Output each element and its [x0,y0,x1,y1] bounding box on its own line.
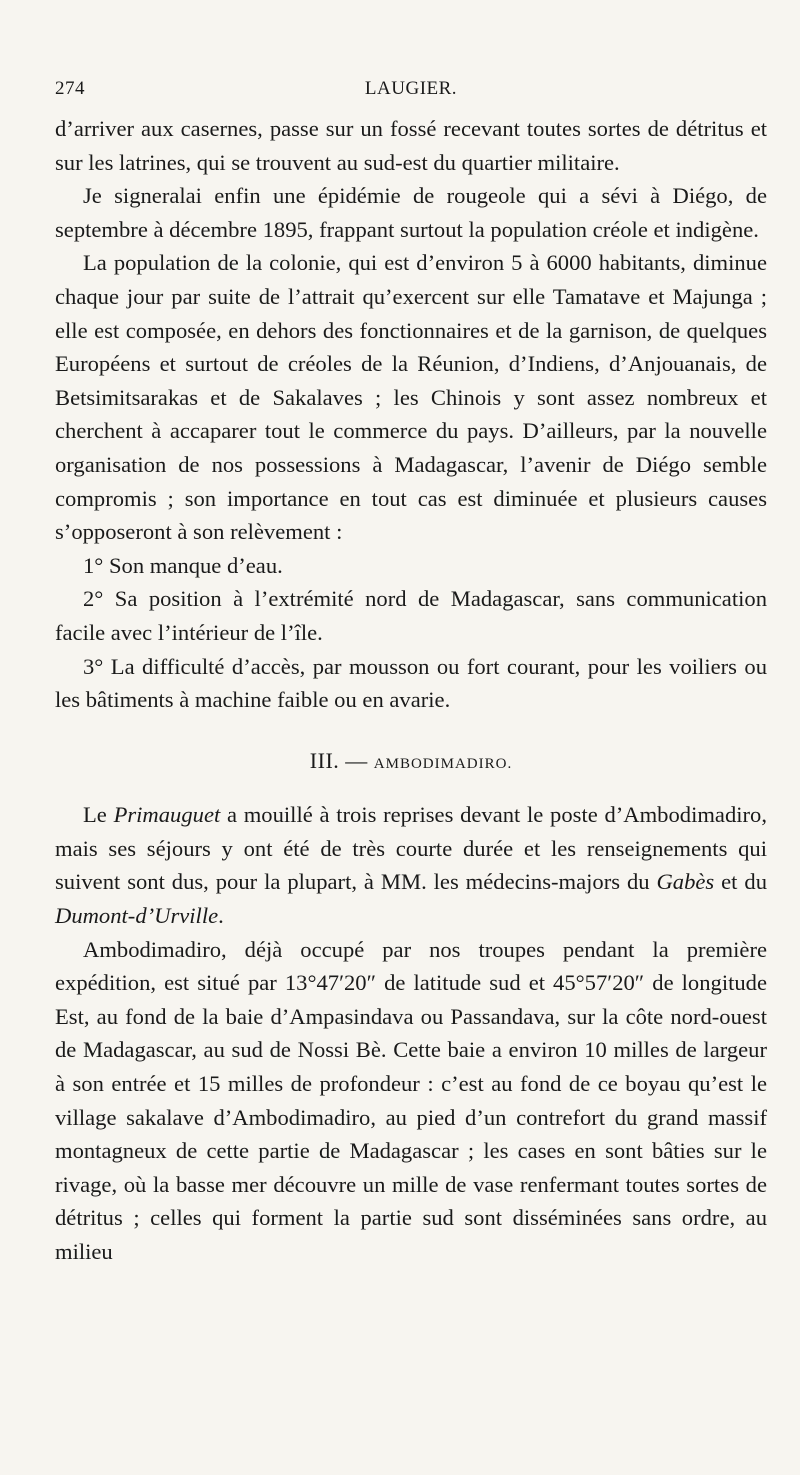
section-heading [55,744,767,782]
text-run: a mouillé à trois reprises devant le poste d’Ambodimadiro, mais ses séjours y ont été de très courte durée et les renseignements qui suivent sont dus, pour la plupart, à MM. les médecins-majors du [55,802,767,895]
list-item: 3° La difficulté d’accès, par mousson ou fort courant, pour les voiliers ou les bâtiments à machine faible ou en avarie. [55,653,767,713]
text-run: . [218,903,224,929]
paragraph: d’arriver aux casernes, passe sur un fossé recevant toutes sortes de détritus et sur les latrines, qui se trouvent au sud-est du quartier militaire. [55,116,767,175]
paragraph: Ambodimadiro, déjà occupé par nos troupes pendant la première expédition, est situé par 13°47′20″ de latitude sud et 45°57′20″ de longitude Est, au fond de la baie d’Ampasindava ou Passandava, sur la côte nord-ouest de Madagascar, au sud de Nossi Bè. Cette baie a environ 10 milles de largeur à son entrée et 15 milles de profondeur : c’est au fond de ce boyau qu’est le village sakalave d’Ambodimadiro, au pied d’un contrefort du grand massif montagneux de cette partie de Madagascar ; les cases en sont bâties sur le rivage, où la basse mer découvre un mille de vase renfermant toutes sortes de détritus ; celles qui forment la partie sud sont disséminées sans ordre, au milieu [55,936,767,1264]
paragraph: Je signeralai enfin une épidémie de rougeole qui a sévi à Diégo, de septembre à décembre 1895, frappant surtout la population créole et indigène. [55,183,767,242]
text-run: et du [714,869,767,895]
ship-name: Gabès [656,869,715,895]
paragraph [55,798,767,932]
page-number: 274 [55,78,85,99]
paragraph: La population de la colonie, qui est d’environ 5 à 6000 habitants, diminue chaque jour par suite de l’attrait qu’exercent sur elle Tamatave et Majunga ; elle est composée, en dehors des fonctionnaires et de la garnison, de quelques Européens et surtout de créoles de la Réunion, d’Indiens, d’Anjouanais, de Betsimitsarakas et de Sakalaves ; les Chinois y sont assez nombreux et cherchent à accaparer tout le commerce du pays. D’ailleurs, par la nouvelle organisation de nos possessions à Madagascar, l’avenir de Diégo semble compromis ; son importance en tout cas est diminuée et plusieurs causes s’opposeront à son relèvement : [55,250,767,545]
running-title: LAUGIER. [364,78,458,99]
page-header [55,78,767,108]
section-title: AMBODIMADIRO. [373,755,513,772]
text-run: Le [83,802,114,828]
section-dash: — [345,747,368,773]
ship-name: Dumont-d’Urville [55,903,219,929]
ship-name: Primauguet [113,802,221,828]
section-numeral: III. [309,747,340,773]
list-item: 1° Son manque d’eau. [83,552,283,578]
page-body [55,112,767,1269]
list-item: 2° Sa position à l’extrémité nord de Madagascar, sans communication facile avec l’intérieur de l’île. [55,586,767,645]
